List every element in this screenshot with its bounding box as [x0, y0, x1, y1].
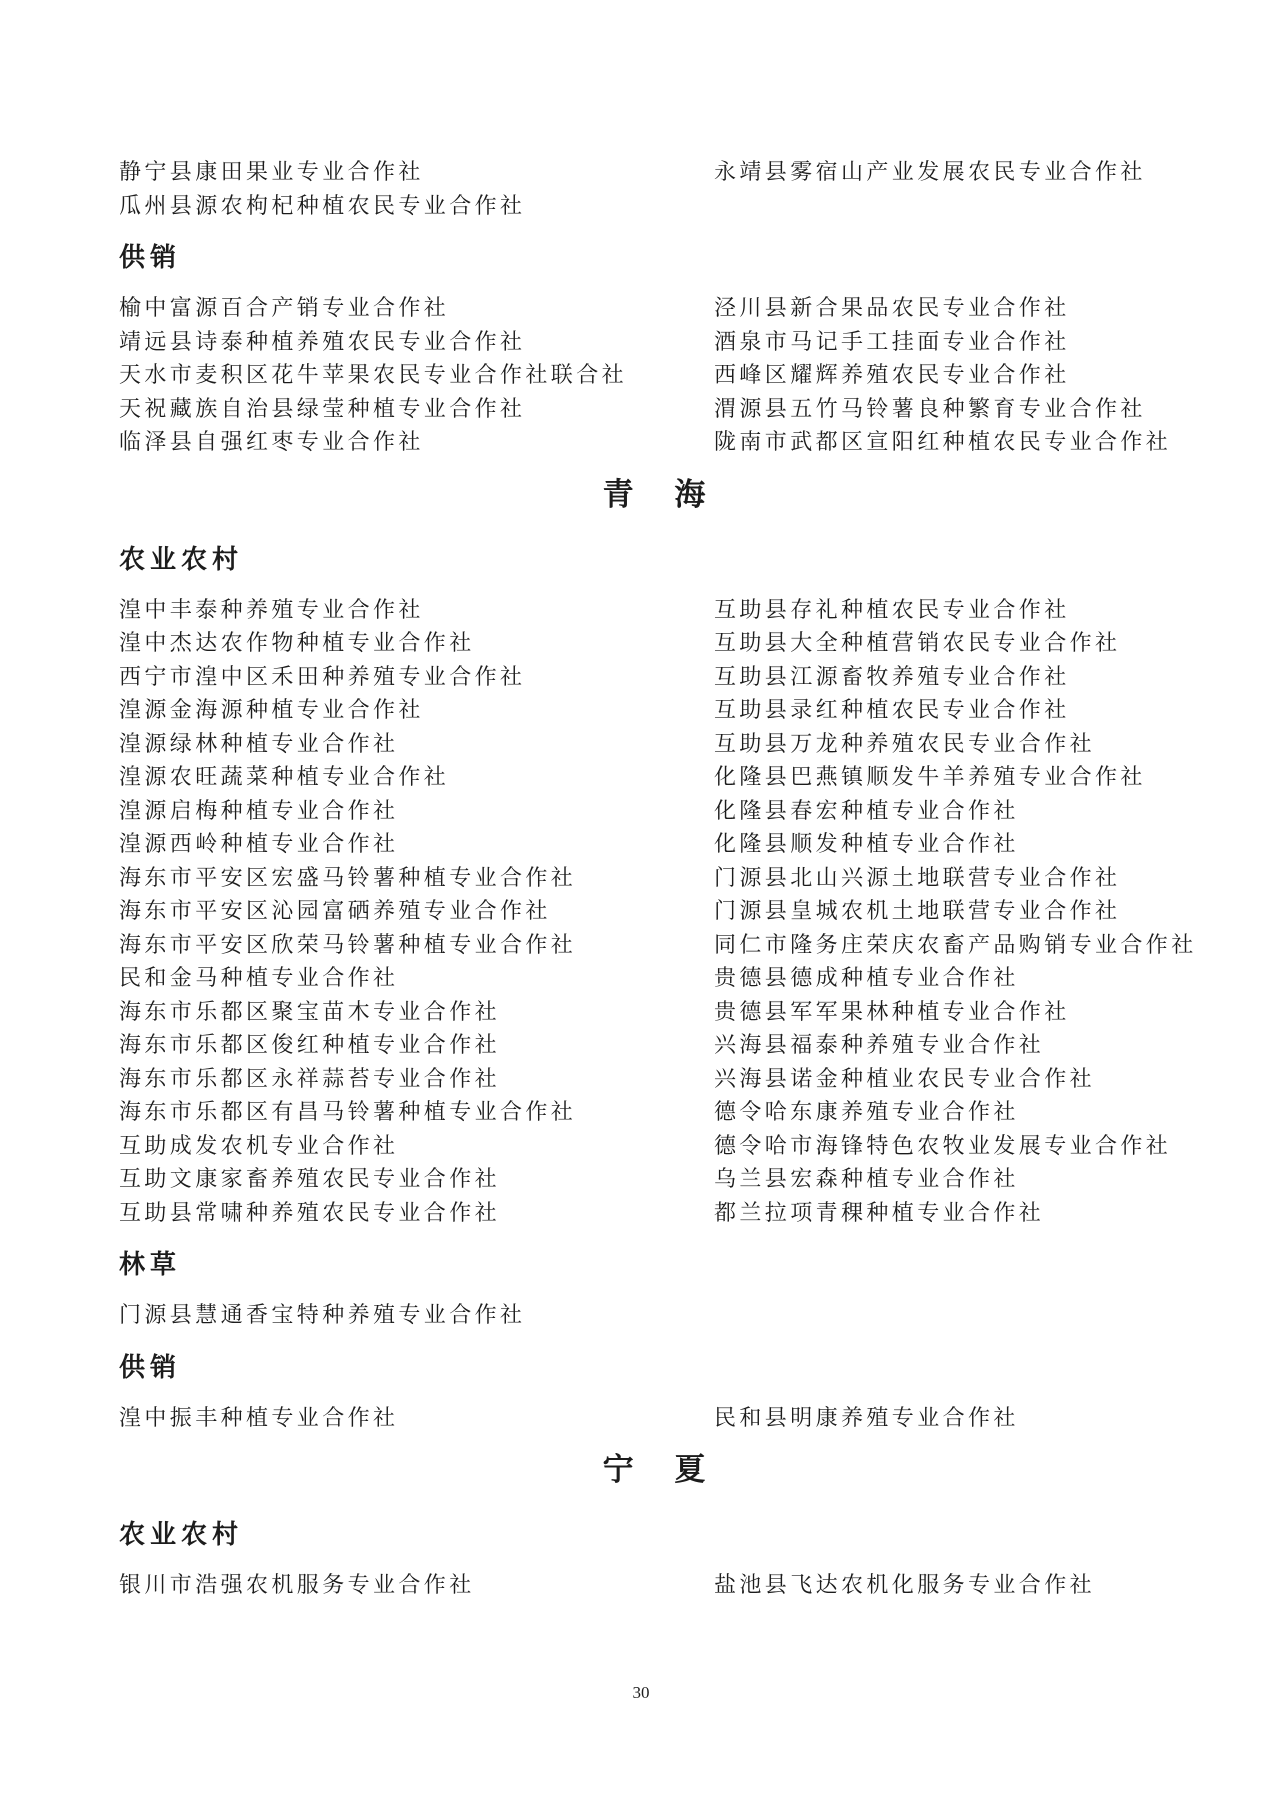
entry-right-wrapped: 同仁市隆务庄荣庆农畜产品购销专业合作社: [714, 932, 1197, 958]
entry-right: 互助县大全种植营销农民专业合作社: [714, 631, 1121, 656]
entry-left: 榆中富源百合产销专业合作社: [119, 296, 450, 321]
entry-left: 西宁市湟中区禾田种养殖专业合作社: [119, 664, 526, 690]
region-heading-ningxia: 宁 夏: [602, 1452, 706, 1488]
entry-right: 互助县江源畜牧养殖专业合作社: [714, 664, 1070, 690]
entry-left: 海东市平安区宏盛马铃薯种植专业合作社: [119, 865, 577, 891]
entry-left: 湟源农旺蔬菜种植专业合作社: [119, 765, 450, 790]
section-heading-agriculture: 农业农村: [119, 1520, 244, 1550]
entry-left: 靖远县诗泰种植养殖农民专业合作社: [119, 329, 526, 355]
entry-left: 临泽县自强红枣专业合作社: [119, 430, 424, 455]
list-row: [119, 326, 1219, 360]
entry-right: 西峰区耀辉养殖农民专业合作社: [714, 363, 1070, 388]
entry-left: 湟源金海源种植专业合作社: [119, 698, 424, 723]
page-number: 30: [632, 1683, 650, 1702]
entry-right: 渭源县五竹马铃薯良种繁育专业合作社: [714, 396, 1146, 422]
list-row: [119, 190, 1219, 224]
list-row: [119, 292, 1219, 326]
list-row: [119, 1096, 1219, 1130]
entry-right: 乌兰县宏森种植专业合作社: [714, 1167, 1019, 1192]
entry-right: 门源县北山兴源土地联营专业合作社: [714, 865, 1121, 891]
entry-left: 湟源绿林种植专业合作社: [119, 731, 399, 757]
entry-right: 兴海县诺金种植业农民专业合作社: [714, 1066, 1096, 1092]
section-heading-supply: 供销: [119, 243, 182, 273]
entry-left: 互助文康家畜养殖农民专业合作社: [119, 1167, 501, 1192]
entry-right: 贵德县德成种植专业合作社: [714, 966, 1019, 991]
list-row: [119, 393, 1219, 427]
entry-right: 门源县皇城农机土地联营专业合作社: [714, 899, 1121, 924]
list-row: [119, 996, 1219, 1030]
entry-right: 贵德县军军果林种植专业合作社: [714, 999, 1070, 1025]
entry-right: 酒泉市马记手工挂面专业合作社: [714, 329, 1070, 355]
list-row: [119, 1163, 1219, 1197]
entry-left: 天祝藏族自治县绿莹种植专业合作社: [119, 396, 526, 422]
list-row: [119, 728, 1219, 762]
list-row: [119, 594, 1219, 628]
entry-right: 化隆县巴燕镇顺发牛羊养殖专业合作社: [714, 765, 1146, 790]
entry-left: 海东市乐都区有昌马铃薯种植专业合作社: [119, 1100, 577, 1125]
section-heading-agriculture: 农业农村: [119, 544, 244, 575]
entry-right: 兴海县福泰种养殖专业合作社: [714, 1033, 1045, 1058]
entry-left: 银川市浩强农机服务专业合作社: [119, 1573, 475, 1598]
entry-right: 民和县明康养殖专业合作社: [714, 1405, 1019, 1431]
entry-left: 海东市平安区欣荣马铃薯种植专业合作社: [119, 932, 577, 958]
entry-left: 天水市麦积区花牛苹果农民专业合作社联合社: [119, 363, 628, 388]
entry-right: 化隆县顺发种植专业合作社: [714, 832, 1019, 857]
entry-right: 互助县万龙种养殖农民专业合作社: [714, 731, 1096, 757]
entry-left: 互助县常啸种养殖农民专业合作社: [119, 1200, 501, 1226]
entry-right: 互助县录红种植农民专业合作社: [714, 698, 1070, 723]
list-row: [119, 1130, 1219, 1164]
entry-left: 湟源西岭种植专业合作社: [119, 832, 399, 857]
region-heading-qinghai: 青 海: [602, 476, 706, 513]
list-row: [119, 795, 1219, 829]
entry-left: 湟中丰泰种养殖专业合作社: [119, 597, 424, 623]
list-row: [119, 1299, 1219, 1333]
list-row: [119, 156, 1219, 190]
section-heading-forestry: 林草: [119, 1250, 182, 1280]
list-row: [119, 627, 1219, 661]
list-row: [119, 661, 1219, 695]
entry-left: 湟源启梅种植专业合作社: [119, 798, 399, 824]
entry-left: 海东市乐都区聚宝苗木专业合作社: [119, 999, 501, 1025]
list-row: [119, 694, 1219, 728]
entry-left: 海东市乐都区俊红种植专业合作社: [119, 1033, 501, 1058]
list-row: [119, 828, 1219, 862]
entry-right: 互助县存礼种植农民专业合作社: [714, 597, 1070, 623]
list-row: [119, 1063, 1219, 1097]
entry-right: 陇南市武都区宣阳红种植农民专业合作社: [714, 430, 1172, 455]
entry-left: 门源县慧通香宝特种养殖专业合作社: [119, 1303, 526, 1328]
entry-right: 永靖县雾宿山产业发展农民专业合作社: [714, 160, 1146, 185]
list-row: [119, 1197, 1219, 1231]
list-row: [119, 862, 1219, 896]
entry-left: 海东市乐都区永祥蒜苔专业合作社: [119, 1066, 501, 1092]
list-row: [119, 929, 1219, 963]
list-row: [119, 962, 1219, 996]
list-row: [119, 895, 1219, 929]
entry-right: 都兰拉项青稞种植专业合作社: [714, 1200, 1045, 1226]
entry-right: 德令哈市海锋特色农牧业发展专业合作社: [714, 1133, 1172, 1159]
entry-left: 瓜州县源农枸杞种植农民专业合作社: [119, 193, 526, 219]
section-heading-supply: 供销: [119, 1352, 182, 1383]
entry-left: 民和金马种植专业合作社: [119, 966, 399, 991]
list-row: [119, 1402, 1219, 1436]
entry-left: 湟中杰达农作物种植专业合作社: [119, 631, 475, 656]
entry-right: 盐池县飞达农机化服务专业合作社: [714, 1573, 1096, 1598]
list-row: [119, 1569, 1219, 1603]
list-row: [119, 426, 1219, 460]
entry-right: 德令哈东康养殖专业合作社: [714, 1100, 1019, 1125]
page-content: [119, 156, 1219, 1603]
entry-left: 湟中振丰种植专业合作社: [119, 1405, 399, 1431]
entry-left: 静宁县康田果业专业合作社: [119, 160, 424, 185]
entry-left: 海东市平安区沁园富硒养殖专业合作社: [119, 899, 551, 924]
entry-right: 化隆县春宏种植专业合作社: [714, 798, 1019, 824]
list-row: [119, 359, 1219, 393]
list-row: [119, 761, 1219, 795]
entry-right: 泾川县新合果品农民专业合作社: [714, 296, 1070, 321]
list-row: [119, 1029, 1219, 1063]
entry-left: 互助成发农机专业合作社: [119, 1133, 399, 1159]
